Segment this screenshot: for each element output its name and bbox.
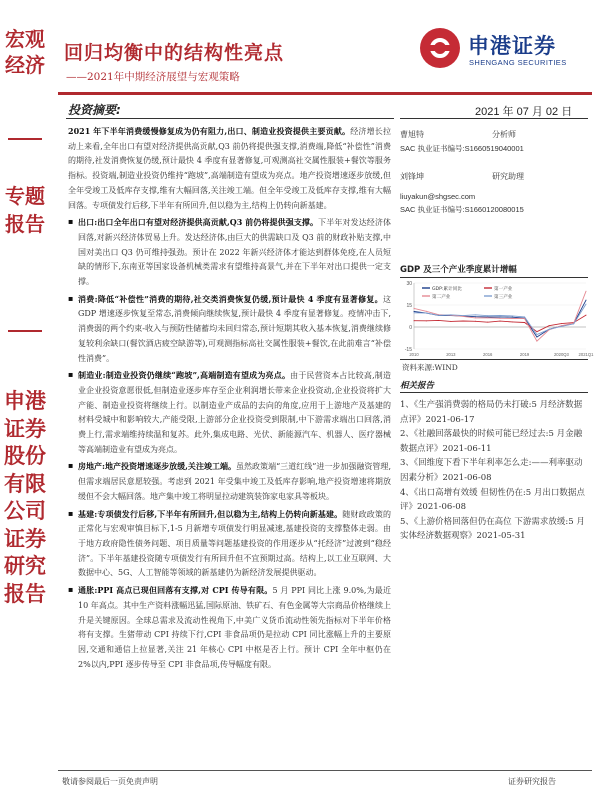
legend-label: 第一产业 bbox=[494, 286, 513, 292]
bullet-text: 这 GDP 增速逐步恢复至常态,消费倾向继续恢复,预计最快 4 季度有显著修复。疫情冲击下,消费弱的两个约束-收入与预防性储蓄均未回归常态,预计短期其收入基本恢复,消费继续修复较利余缺口(餐饮酒店疲空缺游等),可观测指标高社交属性服装+餐饮,在此前难言“补偿性消费”。 bbox=[78, 294, 391, 363]
x-tick-label: 2019 bbox=[519, 352, 530, 357]
footer-rule bbox=[58, 770, 592, 771]
x-tick-label: 2016 bbox=[483, 352, 493, 357]
data-point bbox=[438, 315, 439, 316]
abstract-lead bbox=[68, 124, 391, 213]
logo-name-en: SHENGANG SECURITIES bbox=[469, 58, 567, 67]
bullet-bold: 房地产:地产投资增速逐步放缓,关注竣工端。 bbox=[78, 461, 237, 472]
analyst-name: 曹旭特 bbox=[400, 130, 424, 139]
abstract-lead-bold: 2021 年下半年消费缓慢修复成为仍有阻力,出口、制造业投资提供主要贡献。 bbox=[68, 126, 351, 136]
data-point bbox=[450, 321, 451, 322]
data-point bbox=[586, 304, 587, 305]
data-point bbox=[500, 316, 501, 317]
data-point bbox=[586, 300, 587, 301]
related-report-link[interactable]: 2、《社融回落最快的时候可能已经过去:5 月金融数据点评》2021-06-11 bbox=[400, 429, 583, 454]
data-point bbox=[536, 341, 537, 342]
related-report-link[interactable]: 1、《生产强消费弱的格局仍未打破:5 月经济数据点评》2021-06-17 bbox=[400, 400, 583, 425]
abstract-body bbox=[68, 124, 391, 674]
related-rule bbox=[400, 392, 588, 393]
abstract-lead-text: 经济增长拉动上来看,全年出口有望对经济提供高贡献,Q3 前仍将提供强支撑,消费端,降低“补偿性”消费的期待,社发消费恢复仍缓,预计最快 4 季度有显著修复,可观测高社交属性服装+餐饮等服务指标。投资端,制造业投资仍维持“跑坡”,高端制造有望成为亮点。地产投资增速逐步放缓,但全年受竣工及低库存支撑,维有大幅回落,关注竣工端。但全年受竣工及低库存支撑,维有大幅回落。专项债发行后移,下半年有所回升,但以稳为主,结构上仍转向新基建。 bbox=[68, 127, 391, 210]
data-point bbox=[414, 308, 415, 309]
y-tick-label: -15 bbox=[404, 347, 412, 353]
report-date: 2021 年 07 月 02 日 bbox=[475, 106, 573, 118]
report-title: 回归均衡中的结构性亮点 bbox=[64, 42, 285, 64]
footer-label: 证券研究报告 bbox=[508, 777, 556, 786]
analyst-2 bbox=[400, 170, 588, 220]
analyst-email[interactable]: liuyakun@shgsec.com bbox=[400, 192, 476, 201]
analyst-cert: SAC 执业证书编号:S1660120080015 bbox=[400, 205, 524, 214]
data-point bbox=[524, 322, 525, 323]
y-tick-label: 15 bbox=[406, 303, 412, 309]
data-point bbox=[414, 311, 415, 312]
bullet-consumption bbox=[68, 292, 391, 367]
bullet-bold: 出口:出口全年出口有望对经济提供高贡献,Q3 前仍将提供强支撑。 bbox=[78, 217, 319, 228]
data-point bbox=[500, 315, 501, 316]
side-firm-name: 申港证券股份有限公司证券研究报告 bbox=[4, 389, 46, 606]
chart-rule bbox=[400, 277, 588, 278]
bullet-manufacturing bbox=[68, 368, 391, 457]
legend-label: GDP:累计同比 bbox=[432, 286, 462, 292]
bullet-text: 随财政政策的正常化与宏观审慎目标下,1-5 月新增专项债发行明显减速,基建投资的支撑整体走弱。由于地方政府隐性债务问题、项目质量等问题基建投资的作用逐步从“托经济”过渡到“稳经济”。下半年基建投资随专项债发行有所回升但不宜预期过高。结构上,以工业互联网、大数据中心、5G、人工智能等领域的新基建仍为新经济发展提供驱动。 bbox=[78, 509, 392, 578]
data-point bbox=[524, 316, 525, 317]
analyst-name: 刘锋坤 bbox=[400, 172, 424, 181]
series-line-1 bbox=[414, 315, 586, 332]
gdp-growth-chart bbox=[400, 279, 594, 357]
side-banner bbox=[0, 0, 50, 800]
data-point bbox=[500, 318, 501, 319]
analyst-cert: SAC 执业证书编号:S1660519040001 bbox=[400, 144, 524, 153]
x-tick-label: 2013 bbox=[446, 352, 456, 357]
analyst-role: 研究助理 bbox=[492, 172, 524, 181]
data-point bbox=[414, 312, 415, 313]
x-tick-label: 2021Q1 bbox=[578, 352, 594, 357]
bullet-text: 由于民营资本占比较高,制造业企业投资意愿很低,但制造业逐步库存至企业利润增长带来企业投资动,企业投资将扩大产能、制造业投资将继续上行。以制造业产成品的去向的角度,应用于上游地产及基建的材料受城中和影响较大,产能受限,上游部分企业投资受到限制,中下游需求端出口回落,消费上行,需求端维持续温和复苏。此外,集成电路、光伏、新能源汽车、机器人、医疗器械等高端制造业有望成为亮点。 bbox=[78, 371, 391, 454]
legend-label: 第二产业 bbox=[432, 294, 451, 300]
chart-source-rule bbox=[400, 359, 588, 360]
data-point bbox=[487, 322, 488, 323]
side-category: 宏观经济 bbox=[5, 27, 45, 77]
related-heading: 相关报告 bbox=[400, 381, 435, 391]
data-point bbox=[475, 321, 476, 322]
data-point bbox=[524, 318, 525, 319]
related-report-link[interactable]: 3、《回维度下看下半年利率怎么走:——利率驱动因素分析》2021-06-08 bbox=[400, 458, 583, 483]
side-divider bbox=[8, 138, 42, 140]
data-point bbox=[586, 315, 587, 316]
data-point bbox=[487, 317, 488, 318]
data-point bbox=[475, 314, 476, 315]
data-point bbox=[426, 311, 427, 312]
side-report-type: 专题报告 bbox=[5, 184, 45, 236]
chart-caption: GDP 及三个产业季度累计增幅 bbox=[400, 265, 517, 275]
analyst-1 bbox=[400, 128, 588, 158]
bullet-bold: 消费:降低“补偿性”消费的期待,社交类消费恢复仍缓,预计最快 4 季度有显著修复。 bbox=[78, 293, 383, 304]
data-point bbox=[536, 336, 537, 337]
bullet-bold: 基建:专项债发行后移,下半年有所回升,但以稳为主,结构上仍转向新基建。 bbox=[78, 508, 343, 519]
data-point bbox=[414, 320, 415, 321]
data-point bbox=[500, 321, 501, 322]
abstract-rule bbox=[66, 118, 394, 119]
y-tick-label: 30 bbox=[406, 281, 412, 287]
y-tick-label: 0 bbox=[409, 325, 412, 331]
data-point bbox=[487, 315, 488, 316]
company-logo bbox=[418, 26, 588, 76]
bullet-text: 5 月 PPI 同比上涨 9.0%,为最近 10 年高点。其中生产资料涨幅迅猛,国际原油、铁矿石、有色金属等大宗商品价格继续上升是关键原因。全球总需求及流动性视角下,中美广义货币流动性领先指标对下半年价格将有支撑。生猪带动 CPI 持续下行,CPI 非食品项仍是拉动 CPI 同比涨幅上升的主要原因,交通和通信上拉显著,关注 21 年核心 CPI 中枢是否上行。预计 CPI 全年中枢仍在 2%以内,PPI 逐步传导至 CPI 非食品项,传导幅度有限。 bbox=[78, 586, 391, 669]
bullet-real-estate bbox=[68, 459, 391, 504]
data-point bbox=[512, 321, 513, 322]
x-tick-label: 2020Q3 bbox=[553, 352, 569, 357]
bullet-text: 下半年对发达经济体回落,对新兴经济体贸易上升。发达经济体,由巨大的供需缺口及 Q3 前的财政补贴支撑,中国对美出口 Q3 仍可维持强劲。预计在 2022 年新兴经济体才能达到群体免疫,在人员短缺的情形下,东南亚等国家设备机械类需求有望维持高景气,并在下半年对出口提供一定支撑。 bbox=[78, 218, 392, 287]
data-point bbox=[536, 331, 537, 332]
data-point bbox=[426, 320, 427, 321]
data-point bbox=[475, 317, 476, 318]
data-point bbox=[536, 334, 537, 335]
bullet-export bbox=[68, 215, 391, 290]
footer-disclaimer[interactable]: 敬请参阅最后一页免责声明 bbox=[62, 777, 158, 786]
bullet-infrastructure bbox=[68, 507, 391, 582]
data-point bbox=[463, 320, 464, 321]
data-point bbox=[426, 313, 427, 314]
data-point bbox=[463, 315, 464, 316]
x-tick-label: 2010 bbox=[409, 352, 419, 357]
bullet-bold: 制造业:制造业投资仍继续“跑坡”,高端制造有望成为亮点。 bbox=[78, 370, 291, 381]
data-point bbox=[438, 320, 439, 321]
data-point bbox=[549, 325, 550, 326]
data-point bbox=[549, 329, 550, 330]
analyst-role: 分析师 bbox=[492, 130, 516, 139]
abstract-heading: 投资摘要: bbox=[68, 103, 121, 117]
data-point bbox=[450, 314, 451, 315]
bullet-text: 虽然政策端“三道红线”进一步加强融资管理,但需求端居民意愿较强。考虑到 2021 年受集中竣工及低库存影响,地产投资增速将期放缓但不会大幅回落。地产集中竣工将明显拉动建筑装饰家电家具等板块。 bbox=[78, 462, 391, 501]
sidebar-rule bbox=[400, 118, 588, 119]
data-point bbox=[561, 326, 562, 327]
legend-label: 第三产业 bbox=[494, 294, 513, 300]
header-rule bbox=[58, 92, 592, 95]
data-point bbox=[512, 315, 513, 316]
data-point bbox=[512, 318, 513, 319]
related-report-list bbox=[400, 398, 588, 544]
chart-source: 资料来源:WIND bbox=[402, 363, 458, 372]
data-point bbox=[463, 316, 464, 317]
related-report-link[interactable]: 5、《上游价格回落但仍在高位 下游需求放缓:5 月实体经济数据观察》2021-05-31 bbox=[400, 516, 585, 542]
data-point bbox=[586, 291, 587, 292]
related-report-link[interactable]: 4、《出口高增有效缓 但韧性仍在:5 月出口数据点评》2021-06-08 bbox=[400, 487, 585, 513]
series-line-3 bbox=[414, 304, 586, 335]
data-point bbox=[512, 317, 513, 318]
side-divider bbox=[8, 330, 42, 332]
data-point bbox=[475, 316, 476, 317]
report-subtitle: ——2021年中期经济展望与宏观策略 bbox=[66, 71, 240, 83]
logo-name-cn: 申港证券 bbox=[468, 34, 556, 58]
bullet-bold: 通胀:PPI 高点已现但回落有支撑,对 CPI 传导有限。 bbox=[78, 585, 273, 596]
bullet-inflation bbox=[68, 583, 391, 672]
logo-mark-icon bbox=[420, 28, 460, 68]
data-point bbox=[573, 323, 574, 324]
data-point bbox=[561, 323, 562, 324]
